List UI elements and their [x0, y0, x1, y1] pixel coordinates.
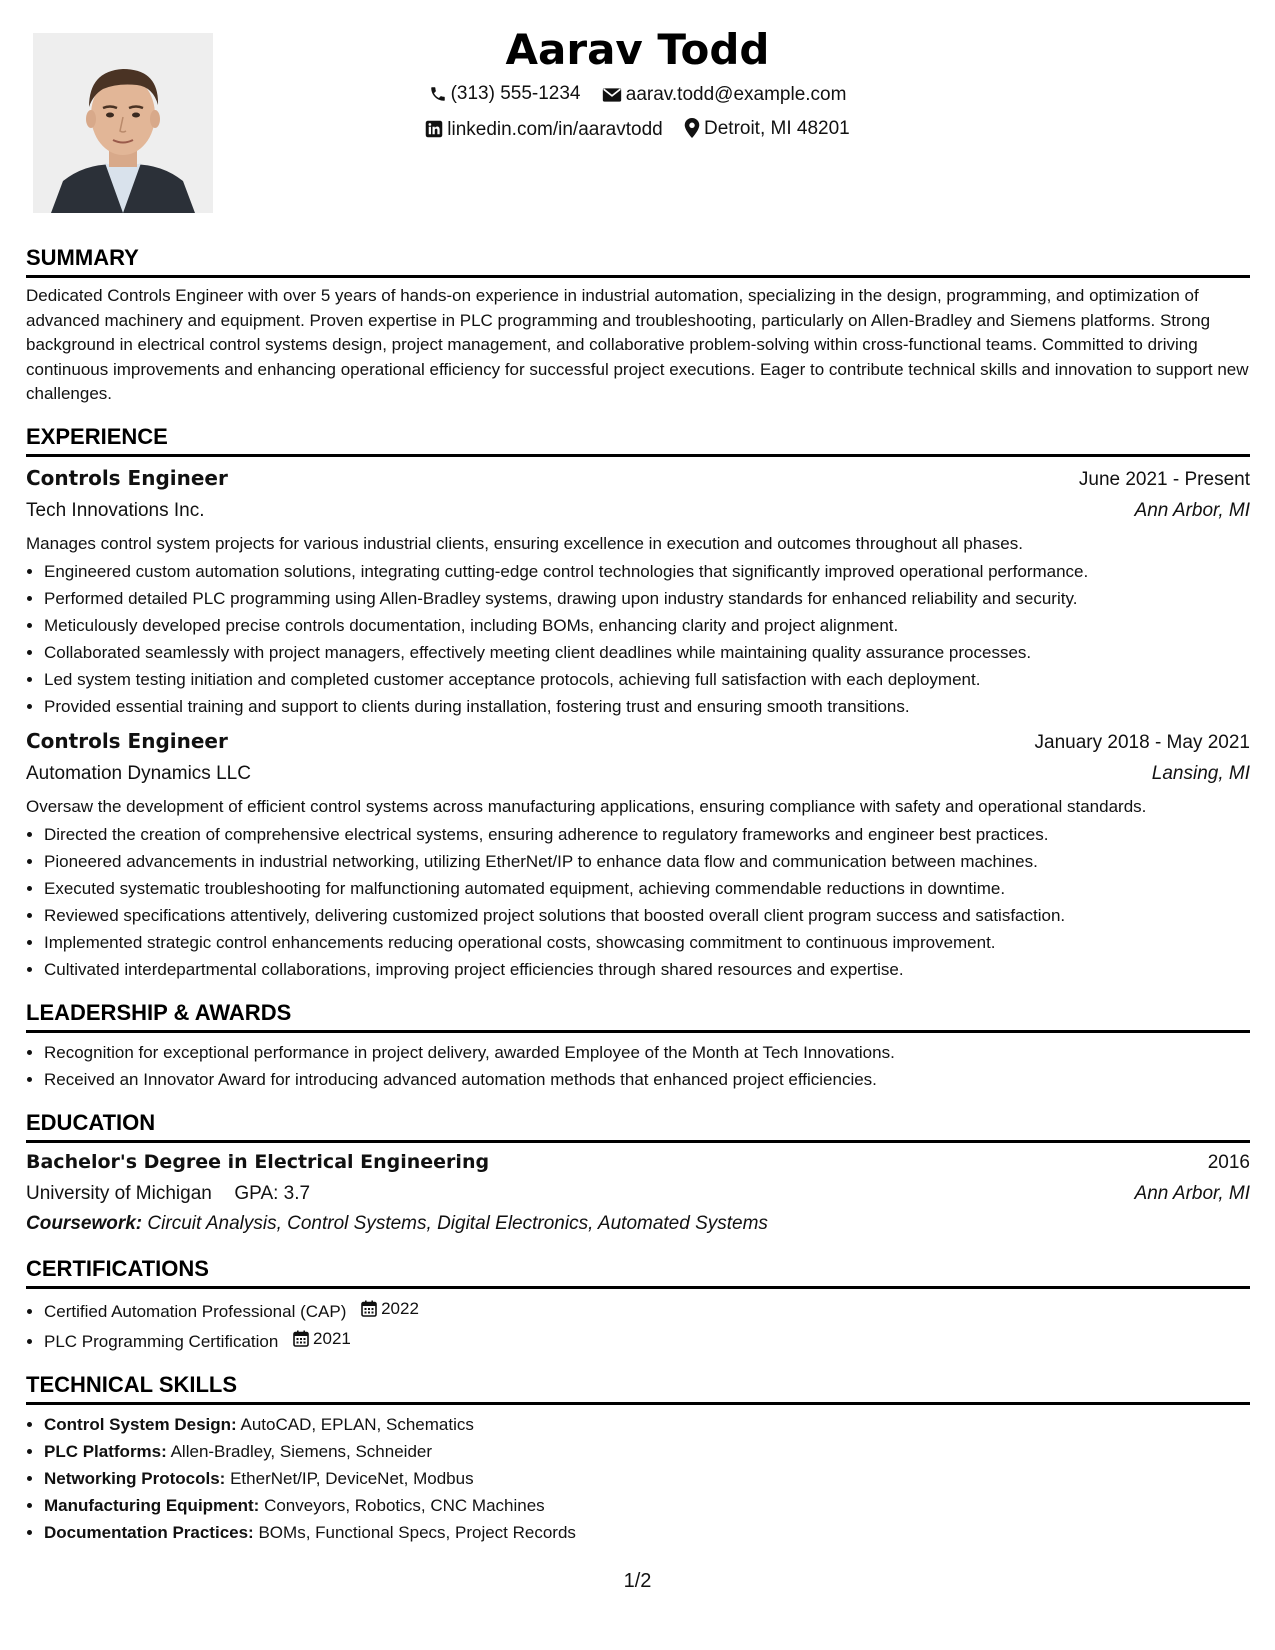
list-item: • Provided essential training and support to clients during installation, fostering trust and ensuring smooth transitions. — [44, 693, 1250, 720]
page-number: 1/2 — [623, 1570, 652, 1592]
certification-year: 2022 — [381, 1298, 419, 1318]
coursework-label: Coursework: — [26, 1212, 143, 1234]
job-dates: January 2018 - May 2021 — [1034, 731, 1250, 753]
coursework-text: Circuit Analysis, Control Systems, Digital Electronics, Automated Systems — [147, 1212, 768, 1234]
section-title: CERTIFICATIONS — [26, 1255, 1250, 1289]
job-dates: June 2021 - Present — [1078, 468, 1250, 490]
school-name: University of Michigan — [26, 1182, 212, 1204]
resume-body — [26, 244, 1250, 1546]
list-item: • Meticulously developed precise controls documentation, including BOMs, enhancing clarity and project alignment. — [44, 612, 1250, 639]
skill-value: AutoCAD, EPLAN, Schematics — [240, 1414, 474, 1434]
skill-value: Conveyors, Robotics, CNC Machines — [264, 1495, 545, 1515]
skill-value: EtherNet/IP, DeviceNet, Modbus — [230, 1468, 474, 1488]
list-item: • Engineered custom automation solutions, integrating cutting-edge control technologies that significantly improved operational performance. — [44, 558, 1250, 585]
job-location: Ann Arbor, MI — [1134, 499, 1250, 521]
school-location: Ann Arbor, MI — [1134, 1182, 1250, 1204]
resume-header — [0, 22, 1275, 148]
company-name: Tech Innovations Inc. — [26, 499, 205, 521]
list-item: • Cultivated interdepartmental collaborations, improving project efficiencies through shared resources and expertise. — [44, 956, 1250, 983]
list-item: • Executed systematic troubleshooting for malfunctioning automated equipment, achieving commendable reductions in downtime. — [44, 875, 1250, 902]
list-item — [44, 1325, 1250, 1355]
list-item: • Pioneered advancements in industrial networking, utilizing EtherNet/IP to enhance data flow and communication between machines. — [44, 848, 1250, 875]
list-item: • Led system testing initiation and completed customer acceptance protocols, achieving full satisfaction with each deployment. — [44, 666, 1250, 693]
list-item — [44, 1492, 1250, 1519]
section-title: SUMMARY — [26, 244, 1250, 278]
leadership-list — [26, 1039, 1250, 1093]
section-title: LEADERSHIP & AWARDS — [26, 999, 1250, 1033]
skills-section — [26, 1371, 1250, 1546]
section-title: TECHNICAL SKILLS — [26, 1371, 1250, 1405]
list-item: • Reviewed specifications attentively, delivering customized project solutions that boosted overall client program success and satisfaction. — [44, 902, 1250, 929]
list-item: • Received an Innovator Award for introducing advanced automation methods that enhanced project efficiencies. — [44, 1066, 1250, 1093]
linkedin-text: linkedin.com/in/aaravtodd — [447, 118, 663, 140]
candidate-name: Aarav Todd — [505, 25, 770, 74]
certification-name: Certified Automation Professional (CAP) — [44, 1301, 347, 1321]
list-item: • Collaborated seamlessly with project managers, effectively meeting client deadlines while maintaining quality assurance processes. — [44, 639, 1250, 666]
job-description: Oversaw the development of efficient control systems across manufacturing applications, ensuring compliance with safety and operational standards. — [26, 796, 1147, 816]
degree-name: Bachelor's Degree in Electrical Engineering — [26, 1150, 490, 1173]
location-contact — [684, 113, 850, 144]
location-text: Detroit, MI 48201 — [704, 117, 850, 139]
list-item: • Performed detailed PLC programming using Allen-Bradley systems, drawing upon industry standards for enhanced reliability and security. — [44, 585, 1250, 612]
summary-section — [26, 244, 1250, 407]
certifications-section — [26, 1255, 1250, 1355]
map-pin-icon — [684, 118, 700, 138]
job-description: Manages control system projects for various industrial clients, ensuring excellence in execution and outcomes throughout all phases. — [26, 533, 1023, 553]
phone-text: (313) 555-1234 — [450, 83, 581, 104]
list-item — [44, 1465, 1250, 1492]
email-text: aarav.todd@example.com — [625, 84, 847, 105]
job-entry — [26, 463, 1250, 720]
skill-category: Control System Design: — [44, 1414, 237, 1434]
phone-icon — [429, 85, 447, 103]
list-item: • Directed the creation of comprehensive electrical systems, ensuring adherence to regulatory frameworks and engineer best practices. — [44, 821, 1250, 848]
skill-category: Networking Protocols: — [44, 1468, 226, 1488]
section-title: EXPERIENCE — [26, 423, 1250, 457]
linkedin-icon — [425, 120, 443, 138]
skill-value: Allen-Bradley, Siemens, Schneider — [170, 1441, 433, 1461]
list-item: • Implemented strategic control enhancements reducing operational costs, showcasing commitment to continuous improvement. — [44, 929, 1250, 956]
skill-category: PLC Platforms: — [44, 1441, 167, 1461]
skills-list — [26, 1411, 1250, 1546]
contact-line-2 — [0, 113, 1275, 149]
job-location: Lansing, MI — [1151, 762, 1250, 784]
section-title: EDUCATION — [26, 1109, 1250, 1143]
email-contact[interactable] — [602, 79, 847, 110]
gpa-text: GPA: 3.7 — [234, 1182, 311, 1204]
contact-line-1 — [0, 78, 1275, 113]
job-bullets — [26, 821, 1250, 983]
list-item: • Recognition for exceptional performance in project delivery, awarded Employee of the Month at Tech Innovations. — [44, 1039, 1250, 1066]
job-entry — [26, 726, 1250, 983]
certification-year: 2021 — [313, 1328, 351, 1348]
phone-contact — [429, 78, 581, 109]
skill-category: Documentation Practices: — [44, 1522, 254, 1542]
list-item — [44, 1438, 1250, 1465]
job-bullets — [26, 558, 1250, 720]
skill-value: BOMs, Functional Specs, Project Records — [258, 1522, 576, 1542]
graduation-year: 2016 — [1207, 1151, 1250, 1173]
calendar-icon — [361, 1300, 377, 1317]
company-name: Automation Dynamics LLC — [26, 762, 251, 784]
calendar-icon — [293, 1330, 309, 1347]
list-item — [44, 1519, 1250, 1546]
list-item — [44, 1411, 1250, 1438]
summary-text: Dedicated Controls Engineer with over 5 years of hands-on experience in industrial automation, specializing in the design, programming, and optimization of advanced machinery and equipment. Proven expertise in PLC programming and troubleshooting, particularly on Allen-Bradley and Siemens platforms. Strong background in electrical control systems design, project management, and collaborative problem-solving within cross-functional teams. Committed to driving continuous improvements and enhancing operational efficiency for successful project executions. Eager to contribute technical skills and innovation to support new challenges. — [26, 286, 1249, 403]
job-title: Controls Engineer — [26, 465, 228, 490]
certification-name: PLC Programming Certification — [44, 1331, 279, 1351]
list-item — [44, 1295, 1250, 1325]
job-title: Controls Engineer — [26, 728, 228, 753]
envelope-icon — [602, 87, 622, 103]
linkedin-contact[interactable] — [425, 114, 662, 145]
certification-list — [26, 1295, 1250, 1355]
coursework — [26, 1209, 1250, 1239]
education-section — [26, 1109, 1250, 1239]
leadership-section — [26, 999, 1250, 1093]
experience-section — [26, 423, 1250, 983]
skill-category: Manufacturing Equipment: — [44, 1495, 260, 1515]
